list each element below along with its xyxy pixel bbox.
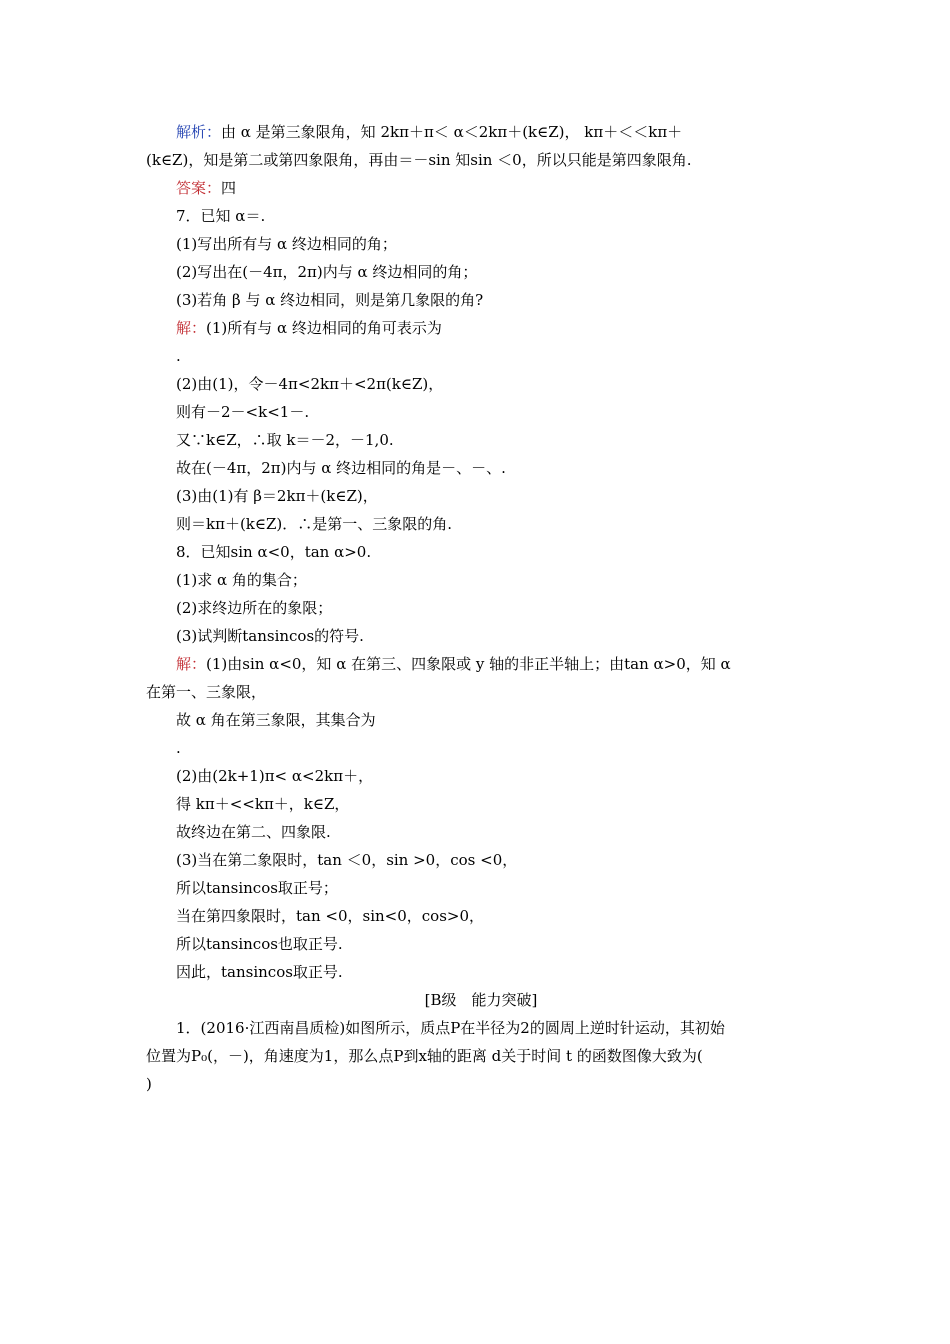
label-jiexi: 解析： (176, 123, 222, 141)
line-text: . (176, 739, 181, 757)
line-answer (176, 178, 846, 198)
line-text: (3)由(1)有 β＝2kπ＋(k∈Z)， (176, 487, 378, 505)
problem-7-part2: (2)写出在(－4π，2π)内与 α 终边相同的角； (176, 263, 478, 281)
line-text: 则有－2－<k<1－. (176, 403, 310, 421)
problem-b1-line2: 位置为P₀(，－)，角速度为1，那么点P到x轴的距离 d关于时间 t 的函数图像大致为( (146, 1047, 703, 1065)
problem-8-part3: (3)试判断tansincos的符号. (176, 627, 364, 645)
label-jie: 解： (176, 655, 207, 673)
problem-8-title: 8．已知sin α<0，tan α>0. (176, 543, 372, 561)
problem-8-part2: (2)求终边所在的象限； (176, 599, 333, 617)
line-text: (1)所有与 α 终边相同的角可表示为 (206, 319, 442, 337)
line-text: 又∵k∈Z，∴取 k＝－2，－1,0. (176, 431, 394, 449)
problem-7-title: 7．已知 α＝. (176, 207, 266, 225)
problem-8-part1: (1)求 α 角的集合； (176, 571, 307, 589)
line-text: 因此，tansincos取正号. (176, 963, 343, 981)
line-text: 四 (221, 179, 237, 197)
section-heading-b: [B级 能力突破] (424, 991, 538, 1009)
line-text: 在第一、三象限， (146, 683, 267, 701)
problem-7-part3: (3)若角 β 与 α 终边相同，则是第几象限的角? (176, 291, 484, 309)
line-text: 故 α 角在第三象限，其集合为 (176, 711, 376, 729)
line-text: 所以tansincos也取正号. (176, 935, 343, 953)
solution-8-start (176, 654, 846, 674)
line-text: (3)当在第二象限时，tan ＜0，sin >0，cos <0， (176, 851, 518, 869)
line-text: (2)由(2k+1)π< α<2kπ＋， (176, 767, 374, 785)
problem-b1-line1: 1．(2016·江西南昌质检)如图所示，质点P在半径为2的圆周上逆时针运动，其初始 (176, 1019, 725, 1037)
line-text: 故终边在第二、四象限. (176, 823, 331, 841)
solution-7-start (176, 318, 846, 338)
problem-7-part1: (1)写出所有与 α 终边相同的角； (176, 235, 397, 253)
line-text: 所以tansincos取正号； (176, 879, 338, 897)
line-text: (k∈Z)，知是第二或第四象限角，再由＝－sin 知sin ＜0，所以只能是第四象限角. (146, 151, 692, 169)
label-jie: 解： (176, 319, 207, 337)
line-text: 当在第四象限时，tan <0，sin<0，cos>0， (176, 907, 485, 925)
line-text: 由 α 是第三象限角，知 2kπ＋π＜ α＜2kπ＋(k∈Z)， kπ＋＜＜kπ＋ (221, 123, 683, 141)
line-solution-label (176, 122, 846, 142)
problem-b1-line3: ) (146, 1075, 152, 1093)
line-text: 故在(－4π，2π)内与 α 终边相同的角是－、－、. (176, 459, 506, 477)
line-text: (2)由(1)，令－4π<2kπ＋<2π(k∈Z)， (176, 375, 444, 393)
line-text: . (176, 347, 181, 365)
line-text: (1)由sin α<0，知 α 在第三、四象限或 y 轴的非正半轴上；由tan α>0，知 α (206, 655, 731, 673)
label-answer: 答案： (176, 179, 222, 197)
line-text: 则＝kπ＋(k∈Z)．∴是第一、三象限的角. (176, 515, 453, 533)
line-text: 得 kπ＋<<kπ＋，k∈Z， (176, 795, 350, 813)
